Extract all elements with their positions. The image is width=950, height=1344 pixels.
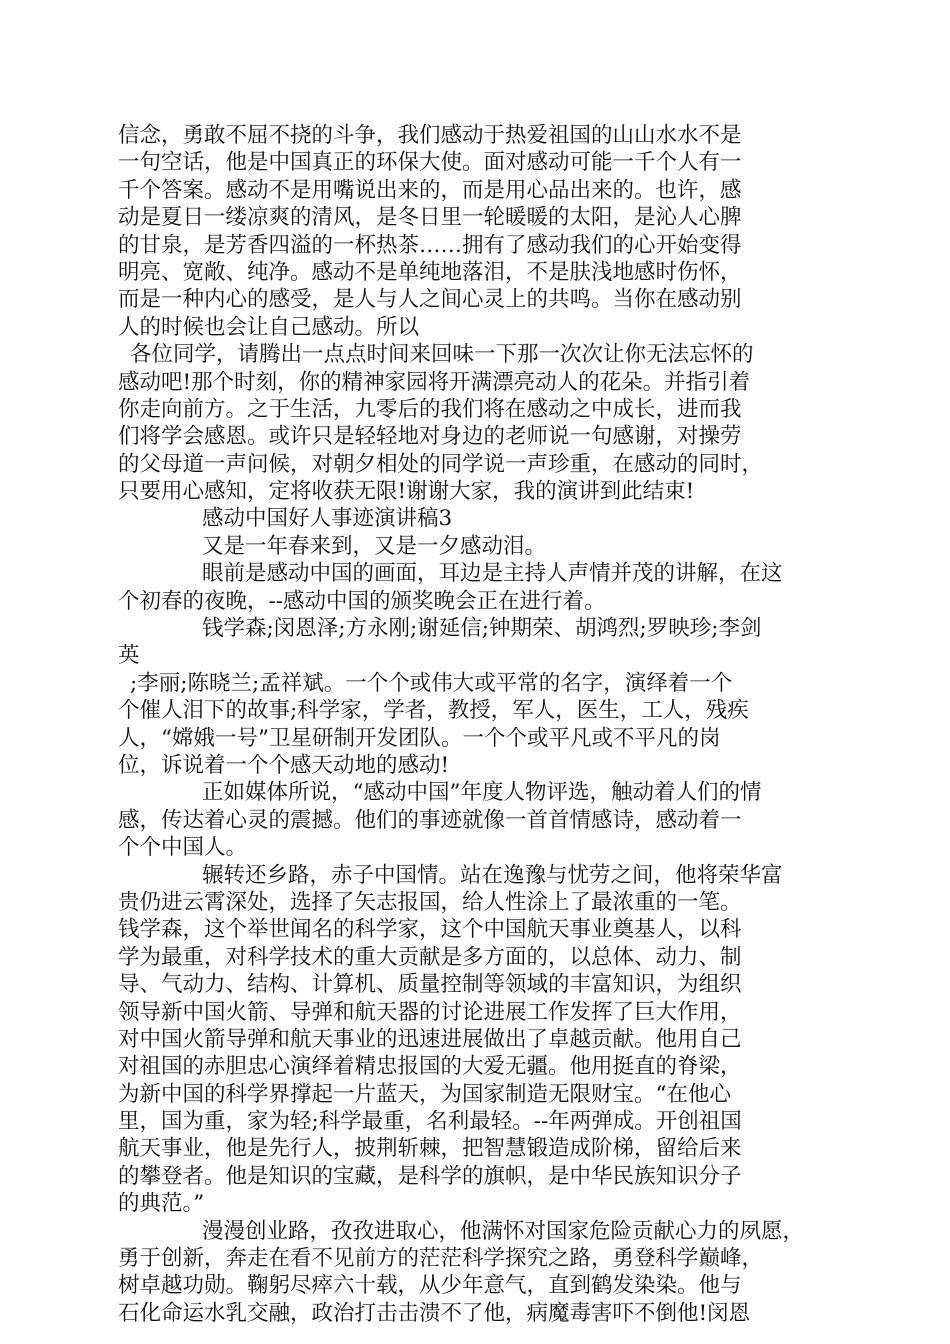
text-line: 导、气动力、结构、计算机、质量控制等领域的丰富知识，为组织 (118, 972, 742, 998)
text-line: 们将学会感恩。或许只是轻轻地对身边的老师说一句感谢，对操劳 (118, 424, 742, 450)
text-line: 贵仍进云霄深处，选择了矢志报国，给人性涂上了最浓重的一笔。 (118, 889, 742, 915)
text-line: 为新中国的科学界撑起一片蓝天，为国家制造无限财宝。“在他心 (118, 1081, 731, 1107)
text-line: 的甘泉，是芳香四溢的一杯热茶……拥有了感动我们的心开始变得 (118, 232, 742, 258)
text-line: 你走向前方。之于生活，九零后的我们将在感动之中成长，进而我 (118, 396, 742, 422)
text-line: 感动吧!那个时刻，你的精神家园将开满漂亮动人的花朵。并指引着 (118, 369, 751, 395)
text-line: 的攀登者。他是知识的宝藏，是科学的旗帜，是中华民族知识分子 (118, 1163, 742, 1189)
text-line: 人的时候也会让自己感动。所以 (118, 314, 420, 340)
text-line: 位，诉说着一个个感天动地的感动! (118, 752, 450, 778)
text-line: 感动中国好人事迹演讲稿3 (202, 506, 453, 532)
text-line: 又是一年春来到，又是一夕感动泪。 (202, 533, 547, 559)
text-line: 对祖国的赤胆忠心演绎着精忠报国的大爱无疆。他用挺直的脊梁， (118, 1054, 742, 1080)
text-line: 对中国火箭导弹和航天事业的迅速进展做出了卓越贡献。他用自己 (118, 1026, 742, 1052)
text-line: 领导新中国火箭、导弹和航天器的讨论进展工作发挥了巨大作用， (118, 999, 742, 1025)
text-line: 眼前是感动中国的画面，耳边是主持人声情并茂的讲解，在这 (202, 561, 783, 587)
text-line: ;李丽;陈晓兰;孟祥斌。一个个或伟大或平常的名字，演绎着一个 (130, 670, 733, 696)
text-line: 一句空话，他是中国真正的环保大使。面对感动可能一千个人有一 (118, 150, 742, 176)
text-line: 个初春的夜晚，--感动中国的颁奖晚会正在进行着。 (118, 588, 606, 614)
text-line: 人，“嫦娥一号”卫星研制开发团队。一个个或平凡或不平凡的岗 (118, 725, 721, 751)
text-line: 各位同学，请腾出一点点时间来回味一下那一次次让你无法忘怀的 (130, 342, 754, 368)
text-line: 的父母道一声问候，对朝夕相处的同学说一声珍重，在感动的同时， (118, 451, 764, 477)
text-line: 里，国为重，家为轻;科学最重，名利最轻。--年两弹成。开创祖国 (118, 1109, 742, 1135)
text-line: 感，传达着心灵的震撼。他们的事迹就像一首首情感诗，感动着一 (118, 807, 742, 833)
text-line: 个个中国人。 (118, 835, 248, 861)
text-line: 英 (118, 643, 140, 669)
text-line: 钱学森，这个举世闻名的科学家，这个中国航天事业奠基人，以科 (118, 917, 742, 943)
text-line: 而是一种内心的感受，是人与人之间心灵上的共鸣。当你在感动别 (118, 287, 742, 313)
text-line: 辗转还乡路，赤子中国情。站在逸豫与忧劳之间，他将荣华富 (202, 862, 783, 888)
text-line: 信念，勇敢不屈不挠的斗争，我们感动于热爱祖国的山山水水不是 (118, 123, 742, 148)
text-line: 的典范。” (118, 1191, 205, 1217)
text-line: 个催人泪下的故事;科学家，学者，教授，军人，医生，工人，残疾 (118, 698, 749, 724)
text-line: 漫漫创业路，孜孜进取心，他满怀对国家危险贡献心力的夙愿， (202, 1218, 805, 1244)
text-line: 学为最重，对科学技术的重大贡献是多方面的，以总体、动力、制 (118, 944, 742, 970)
text-line: 只要用心感知，定将收获无限!谢谢大家，我的演讲到此结束! (118, 479, 695, 505)
text-line: 勇于创新，奔走在看不见前方的茫茫科学探究之路，勇登科学巅峰， (118, 1246, 764, 1272)
text-line: 树卓越功勋。鞠躬尽瘁六十载，从少年意气，直到鹤发染染。他与 (118, 1273, 742, 1299)
text-line: 石化命运水乳交融，政治打击击溃不了他，病魔毒害吓不倒他!闵恩 (118, 1300, 751, 1326)
text-line: 明亮、宽敞、纯净。感动不是单纯地落泪，不是肤浅地感时伤怀， (118, 259, 742, 285)
text-line: 千个答案。感动不是用嘴说出来的，而是用心品出来的。也许，感 (118, 177, 742, 203)
text-line: 动是夏日一缕凉爽的清风，是冬日里一轮暖暖的太阳，是沁人心脾 (118, 205, 742, 231)
document-body (118, 122, 838, 1327)
text-line: 正如媒体所说，“感动中国”年度人物评选，触动着人们的情 (202, 780, 762, 806)
text-line: 钱学森;闵恩泽;方永刚;谢延信;钟期荣、胡鸿烈;罗映珍;李剑 (202, 616, 762, 642)
text-line: 航天事业，他是先行人，披荆斩棘，把智慧锻造成阶梯，留给后来 (118, 1136, 742, 1162)
